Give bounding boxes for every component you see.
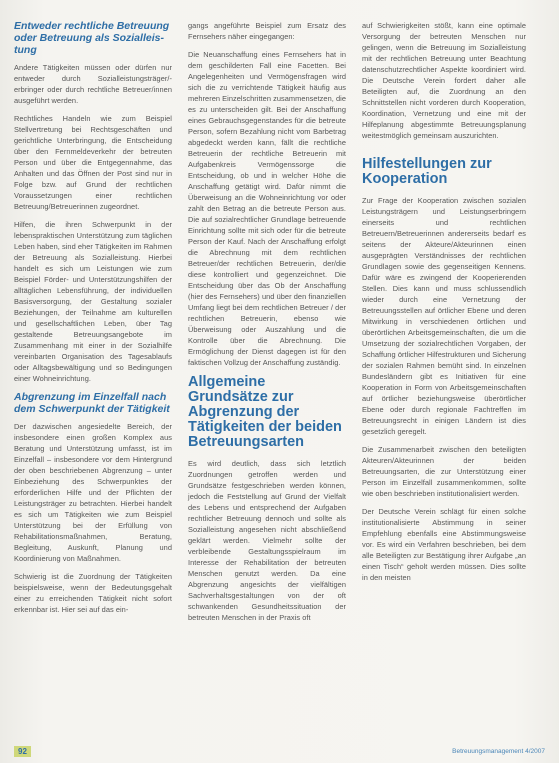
paragraph: Es wird deutlich, dass sich letztlich Zuordnungen getroffen werden und Grundsätze festgeschrieben werden können, jedoch die Feststellung auf Grund der Vielfalt des Lebens und entsprechend der Aufgaben rechtlicher Betreuung dennoch und sollte als Sozialleistung angesehen nicht abschließend geklärt werden. Vielmehr sollte der verbleibende Gestaltungsspielraum im Interesse der Rehabilitation der betreuten Menschen genutzt werden. Da eine Abgrenzung angesichts der vielfältigen Sachverhaltsgestaltungen von der oft schwankenden Gesundheitssituation der betreuten Menschen in der Praxis oft xyxy=(188,459,346,622)
paragraph: Andere Tätigkeiten müssen oder dürfen nur entweder durch Sozialleistungsträger/-erbringer oder durch rechtliche Betreuer/innen ausgeführt werden. xyxy=(14,63,172,105)
paragraph: gangs angeführte Beispiel zum Ersatz des Fernsehers näher eingegangen: xyxy=(188,21,346,41)
journal-name: Betreuungsmanagement 4/2007 xyxy=(452,748,545,755)
paragraph: Der dazwischen angesiedelte Bereich, der insbesondere einen großen Komplex aus Beratung und Unterstützung umfasst, ist im Einzelfall – insbesondere vor dem Hintergrund der oben beschriebenen Abgrenzung – unter Einbeziehung des Schwerpunktes der erforderlichen Hilfe und der Pflichten der Leistungsträger zu betrachten. Hierbei handelt es sich um Tätigkeiten wie zum Beispiel Unterstützung bei der Erfüllung von Rehabilitationsmaßnahmen, Beratung, Begleitung, Auskunft, Planung und Koordinierung von Maßnahmen. xyxy=(14,422,172,563)
column-left xyxy=(14,20,172,622)
paragraph: Rechtliches Handeln wie zum Beispiel Stellvertretung bei Rechtsgeschäften und gerichtliche Unterbringung, die Entscheidung über den Fernmeldeverkehr der betreuten Person und über die Entgegennahme, das Anhalten und das Öffnen der Post sind nur in Folge bzw. auf Grund der rechtlichen Voraussetzungen einer rechtlichen Betreuung/Betreuerinnen zugeordnet. xyxy=(14,114,172,211)
section-heading: Entweder rechtliche Betreuung oder Betreuung als Sozialleis-tung xyxy=(14,20,170,56)
paragraph: Zur Frage der Kooperation zwischen sozialen Leistungsträgern und Leistungserbringern einerseits und rechtlichen Betreuern/Betreuerinnen andererseits bedarf es seitens der Akteure/Akteurinnen einen ausgeprägten Verständnisses der rechtlichen Grundlagen sowie des gegenseitigen Kennens. Dafür wäre es zwingend der Kooperierenden Stellen. Dies kann und muss schlussendlich wieder durch eine Vernetzung der Betreuungsstellen auf örtlicher Ebene und deren Mitwirkung in verschiedenen örtlichen und überörtlichen Arbeitsgemeinschaften, die um die Umsetzung der sozialrechtlichen Vorgaben, der Schaffung örtlicher Hilfestrukturen und Sicherung der sozialen Rahmen bemüht sind. In einzelnen Bundesländern gibt es Initiativen für eine Kooperation in Form von Arbeitsgemeinschaften auf örtlicher beziehungsweise überörtlicher Ebene oder durch regionale Fachtreffen im Betreuungsrecht in einigen Ländern ist dies gesetzlich geregelt. xyxy=(362,196,526,436)
section-title: Hilfestellungen zur Kooperation xyxy=(362,156,492,187)
column-right xyxy=(362,20,526,590)
section-heading: Abgrenzung im Einzelfall nach dem Schwerpunkt der Tätigkeit xyxy=(14,391,170,415)
paragraph: Hilfen, die ihren Schwerpunkt in der lebenspraktischen Unterstützung zum täglichen Leben haben, sind eher Tätigkeiten im Rahmen der Betreuung als Sozialleistung. Hierbei handelt es sich um Leistungen wie zum Beispiel Förder- und Unterstützungshilfen der alltäglichen Lebensführung, der individuellen Basisversorgung, der Gestaltung sozialer Beziehungen, der Teilnahme am kulturellen und gesellschaftlichen Leben, über Tag gestaltende Betreuungsangebote im Zusammenhang mit einer in der Sozialhilfe vereinbarten Organisation des Tagesablaufs oder Alltagsbewältigung und so Bedingungen einer Wohneinrichtung. xyxy=(14,220,172,383)
column-middle xyxy=(188,20,346,630)
paragraph: Schwierig ist die Zuordnung der Tätigkeiten beispielsweise, wenn der Bedeutungsgehalt einer zu erreichenden Tätigkeit nicht sofort erkennbar ist. Hier sei auf das ein- xyxy=(14,572,172,614)
paragraph: auf Schwierigkeiten stößt, kann eine optimale Versorgung der betreuten Menschen nur gelingen, wenn die Betreuung im Sozialleistung mit der rechtlichen Betreuung unter Beachtung datenschutzrechtlicher Aspekte koordiniert wird. Die Deutsche Verein fordert daher alle Beteiligten auf, die Zuordnung an den Schnittstellen nicht vorderen durch Kooperation, Koordination, Vernetzung und eine mit der Hilfeplanung abgestimmte Betreuungsplanung weitestmöglich gemeinsam auszurichten. xyxy=(362,21,526,140)
page-footer xyxy=(0,743,559,757)
paragraph: Die Zusammenarbeit zwischen den beteiligten Akteuren/Akteurinnen der beiden Betreuungsarten, die zur Unterstützung einer Person im Einzelfall zusammenkommen, sollte wie oben beschrieben institutionalisiert werden. xyxy=(362,445,526,498)
paragraph: Die Neuanschaffung eines Fernsehers hat in dem geschilderten Fall eine Facetten. Bei Angelegenheiten und Vermögensfragen wird sich die zu verrichtende Tätigkeit häufig aus mehreren Einzelschritten zusammensetzen, die es zu unterscheiden gilt. Bei der Anschaffung eines Gebrauchsgegenstandes für die betreute Person, sofern Bezahlung nicht vom Barbetrag abgedeckt werden kann, fällt die rechtliche Betreuerin der rechtliche Betreuerin mit Aufgabenkreis Vermögenssorge die Entscheidung, ob und in welcher Höhe die Anschaffung getätigt wird. Dafür nimmt die Überweisung an die Wohneinrichtung vor oder zahlt den Betrag an die betreute Person aus. Die auf sozialrechtlicher Grundlage betreuende Einrichtung sollte mit sich oder für die betreute Person der Kauf. Nach der Anschaffung erfolgt die Abrechnung mit dem rechtlichen Betreuer/der rechtlichen Betreuerin, der/die diese kontrolliert und gegenzeichnet. Die Entscheidung über das Ob der Anschaffung (hier des Fernsehers) und über den finanziellen Umfang liegt bei dem rechtlichen Betreuer / der rechtlichen Betreuerin, ebenso wie Überweisung oder Auszahlung und die Kontrolle über die Abrechnung. Die Ermöglichung der Dienst dagegen ist für den faktischen Vollzug der Anschaffung zuständig. xyxy=(188,50,346,367)
paragraph: Der Deutsche Verein schlägt für einen solche institutionalisierte Abstimmung in seiner Empfehlung ebenfalls eine Abstimmungsweise vor. Es wird ein Verfahren beschrieben, bei dem alle Beteiligten zur Bestätigung ihrer Aufgabe „an einen Tisch“ geholt werden müssen. Dies sollte in den meisten xyxy=(362,507,526,582)
section-title: Allgemeine Grundsätze zur Abgrenzung der Tätigkeiten der beiden Betreuungsarten xyxy=(188,374,342,450)
page-number: 92 xyxy=(14,746,31,757)
